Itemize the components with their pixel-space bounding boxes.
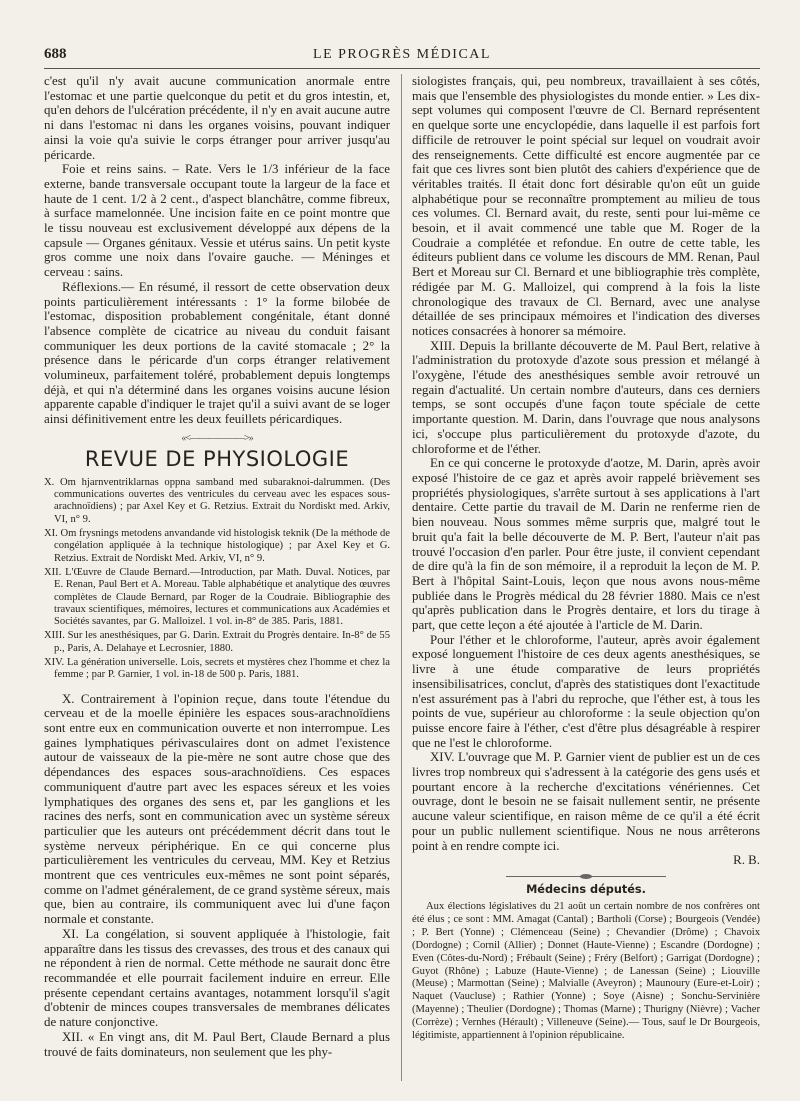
news-heading: Médecins députés. bbox=[526, 882, 646, 896]
column-rule bbox=[401, 74, 402, 1081]
news-paragraph: Aux élections législatives du 21 août un certain nombre de nos confrères ont été élus ; ce sont : MM. Amagat (Cantal) ; Bartholi (Corse) ; Bourgeois (Vendée) ; P. Bert (Yonne) ; Clémenceau (Seine) ; Chevandier (Drôme) ; Chavoix (Dordogne) ; Cornil (Allier) ; Donnet (Haute-Vienne) ; Escandre (Dordogne) ; Even (Côtes-du-Nord) ; Frébault (Seine) ; Fréry (Belfort) ; Garrigat (Dordogne) ; Guyot (Rhône) ; Labuze (Haute-Vienne) ; de Lanessan (Seine) ; Liouville (Meuse) ; Marmottan (Seine) ; Malvialle (Aveyron) ; Maunoury (Eure-et-Loir) ; Naquet (Vaucluse) ; Rathier (Yonne) ; Soye (Aisne) ; Sonchu-Servinière (Mayenne) ; Theulier (Dordogne) ; Thomas (Marne) ; Thurigny (Nièvre) ; Vacher (Corrèze) ; Vernhes (Hérault) ; Villeneuve (Seine).— Tous, sauf le Dr Bourgeois, légitimiste, appartiennent à l'opinion républicaine. bbox=[412, 900, 760, 1042]
review-paragraph: Pour l'éther et le chloroforme, l'auteur, après avoir également exposé longuement l'histoire de ces deux agents anesthésiques, se livre à une étude comparative de leurs propriétés insensibilisatrices, conclut, d'après des statistiques dont l'exactitude n'est assurément pas à l'abri du reproche, que l'éther est, à tous les points de vue, supérieur au chloroforme : la seule objection qu'on puisse encore faire à l'éther, c'est d'être plus désagréable à respirer que ne l'est le chloroforme. bbox=[412, 632, 760, 750]
review-paragraph: XIV. L'ouvrage que M. P. Garnier vient de publier est un de ces livres trop nombreux qui s'adressent à la catégorie des gens usés et pourtant encore à la recherche d'excitations vénériennes. Cet ouvrage, dont le besoin ne se faisait nullement sentir, ne présente aucune valeur scientifique, en raison même de ce qu'il a été écrit pour un public nullement scientifique. Nous ne nous arrêterons point à en rendre compte ici. bbox=[412, 750, 760, 853]
bibliography-entry: XIV. La génération universelle. Lois, secrets et mystères chez l'homme et chez la femme ; par P. Garnier, 1 vol. in-18 de 500 p. Paris, 1881. bbox=[44, 657, 390, 681]
ornamental-separator: «<——————>» bbox=[181, 432, 253, 444]
bibliography-entry: XII. L'Œuvre de Claude Bernard.—Introduction, par Math. Duval. Notices, par E. Renan, Paul Bert et A. Moreau. Table alphabétique et analytique des œuvres complètes de Claude Bernard, par Roger de la Coudraie. Bibliographie des travaux scientifiques, mémoires, lectures et communications aux Académies et Sociétés savantes, par G. Malloizel. 1 vol. in-8° de 385. Paris, 1881. bbox=[44, 566, 390, 628]
right-column bbox=[412, 74, 760, 1091]
journal-title: LE PROGRÈS MÉDICAL bbox=[313, 47, 491, 62]
signature: R. B. bbox=[733, 853, 760, 868]
section-title: REVUE DE PHYSIOLOGIE bbox=[84, 446, 350, 471]
review-paragraph: XII. « En vingt ans, dit M. Paul Bert, Claude Bernard a plus trouvé de faits dominateurs, non seulement que les phy- bbox=[44, 1029, 390, 1059]
page-number: 688 bbox=[44, 46, 67, 62]
review-paragraph: En ce qui concerne le protoxyde d'aotze, M. Darin, après avoir exposé l'histoire de ce gaz et après avoir rappelé brièvement ses propriétés physiologiques, s'arrête surtout à ses applications à l'art dentaire. Cette partie du travail de M. Darin ne renferme rien de bien nouveau. Nous sommes même surpris que, malgré tout le bruit qu'a fait la belle découverte de M. P. Bert, l'auteur n'ait pas trouvé l'occasion d'en parler. Pour être juste, il convient cependant de dire qu'à la fin de son mémoire, il a reproduit la leçon de M. P. Bert à l'hôpital Saint-Louis, leçon que nous avons nous-même publiée dans le Progrès médical du 28 février 1880. Mais ce n'est qu'après publication dans le Progrès dentaire, et lors du tirage à part, que cette leçon a été ajoutée à l'article de M. Darin. bbox=[412, 456, 760, 633]
section-divider bbox=[506, 876, 666, 877]
review-paragraph: XIII. Depuis la brillante découverte de M. Paul Bert, relative à l'administration du protoxyde d'azote sous pression et mélangé à l'oxygène, l'étude des anesthésiques semble avoir retrouvé un regain d'actualité. Un certain nombre d'auteurs, dans ces derniers temps, se sont occupés d'une façon toute spéciale de cette importante question. M. Darin, dans l'ouvrage que nous analysons ici, s'occupe plus particulièrement du protoxyde d'azote, du chloroforme et de l'éther. bbox=[412, 338, 760, 456]
bibliography-entry: XI. Om frysnings metodens anvandande vid histologisk teknik (De la méthode de congélation appliquée à la technique histologique) ; par Axel Key et G. Retzius. Extrait de Nordiskt Med. Arkiv, VI, n° 9. bbox=[44, 528, 390, 564]
paragraph: Foie et reins sains. – Rate. Vers le 1/3 inférieur de la face externe, bande transversale occupant toute la largeur de la face et haute de 1 cent. 1/2 à 2 cent., d'aspect blanchâtre, comme fibreux, à surface mamelonnée. Une incision faite en ce point montre que le tissu nouveau est exclusivement développé aux dépens de la capsule — Organes génitaux. Vessie et utérus sains. Un petit kyste gros comme une noix dans l'ovaire gauche. — Méninges et cerveau : sains. bbox=[44, 162, 390, 280]
paragraph: siologistes français, qui, peu nombreux, travaillaient à ses côtés, mais que l'ensemble des physiologistes du monde entier. » Les dix-sept volumes qui composent l'œuvre de Cl. Bernard représentent en quelque sorte une encyclopédie, dans laquelle il est parfois fort difficile de retrouver le point spécial sur lequel on voudrait avoir des renseignements. Cette difficulté est encore augmentée par ce fait que ces livres sont bien plutôt des cahiers d'expérience que de véritables traités. Il était donc fort désirable qu'on eût un guide alphabétique pour se reconnaître promptement au milieu de tous ces volumes. Cl. Bernard avait, du reste, senti pour lui-même ce besoin, et il avait commencé une table que M. Roger de la Coudraie a complétée et refondue. En outre de cette table, les éditeurs publient dans ce volume les discours de MM. Renan, Paul Bert et Moreau sur Cl. Bernard et une bibliographie très complète, rédigée par M. G. Malloizel, qui comprend à la fois la liste chronologique des travaux de Cl. Bernard, avec une analyse détaillée de ses principaux mémoires et l'indication des diverses notices consacrées à honorer sa mémoire. bbox=[412, 74, 760, 338]
review-paragraph: XI. La congélation, si souvent appliquée à l'histologie, fait apparaître dans les tissus des crevasses, des trous et des canaux qui ne répondent à rien de normal. Cette méthode ne saurait donc être recommandée et elle pourrait facilement induire en erreur. Elle présente cependant certains avantages, notamment lorsqu'il s'agit d'obtenir de minces coupes transversales de membranes délicates de nature conjonctive. bbox=[44, 926, 390, 1030]
review-paragraph: X. Contrairement à l'opinion reçue, dans toute l'étendue du cerveau et de la moelle épinière les espaces sous-arachnoïdiens sont entre eux en communication ouverte et non interrompue. Les gaines lymphatiques périvasculaires dont on admet l'existence autour de vaisseaux de la pie-mère ne sont autre chose que des dépendances des espaces sous-arachnoïdiens. Ces espaces communiquent d'autre part avec les espaces séreux et les voies lymphatiques des organes des sens et, par les ganglions et les racines des nerfs, sont en communication avec un système séreux particulier que les auteurs ont précédemment décrit dans tout le système nerveux périphérique. En ce qui concerne plus particulièrement les ventricules du cerveau, MM. Key et Retzius montrent que ces ventricules eux-mêmes ne sont point séparés, comme on l'admet généralement, de ce grand système séreux, mais que, bien au contraire, ils communiquent avec lui d'une façon normale et constante. bbox=[44, 691, 390, 927]
bibliography-entry: XIII. Sur les anesthésiques, par G. Darin. Extrait du Progrès dentaire. In-8° de 55 p., Paris, A. Delahaye et Lecrosnier, 1880. bbox=[44, 630, 390, 654]
paragraph: c'est qu'il n'y avait aucune communication anormale entre l'estomac et une partie quelconque du petit et du gros intestin, et, qu'en dehors de l'ulcération précédente, il n'y en avait aucune autre ni dans l'estomac ni dans les organes voisins, pouvant indiquer ainsi la voie qu'a suivie le corps étranger pour arriver jusqu'au péricarde. bbox=[44, 74, 390, 162]
page-header bbox=[44, 46, 760, 69]
reflexions-paragraph: Réflexions.— En résumé, il ressort de cette observation deux points particulièrement intéressants : 1° la forme bilobée de l'estomac, disposition probablement congénitale, étant donné l'absence complète de cicatrice au niveau du conduit faisant communiquer les deux portions de la cavité stomacale ; 2° la présence dans le péricarde d'un corps étranger relativement volumineux, parfaitement toléré, probablement depuis longtemps déjà, et qui n'a déterminé dans les organes voisins aucune lésion apparente capable d'indiquer le trajet qu'il a suivi avant de se loger ainsi définitivement entre les deux feuillets péricardiques. bbox=[44, 279, 390, 427]
left-column bbox=[44, 74, 390, 1091]
bibliography-entry: X. Om hjarnventriklarnas oppna samband med subaraknoi-dalrummen. (Des communications ouvertes des ventricules du cerveau avec les espaces sous-arachnoïdiens) ; par Axel Key et G. Retzius. Extrait du Nordiskt med. Arkiv, VI, n° 9. bbox=[44, 476, 390, 525]
